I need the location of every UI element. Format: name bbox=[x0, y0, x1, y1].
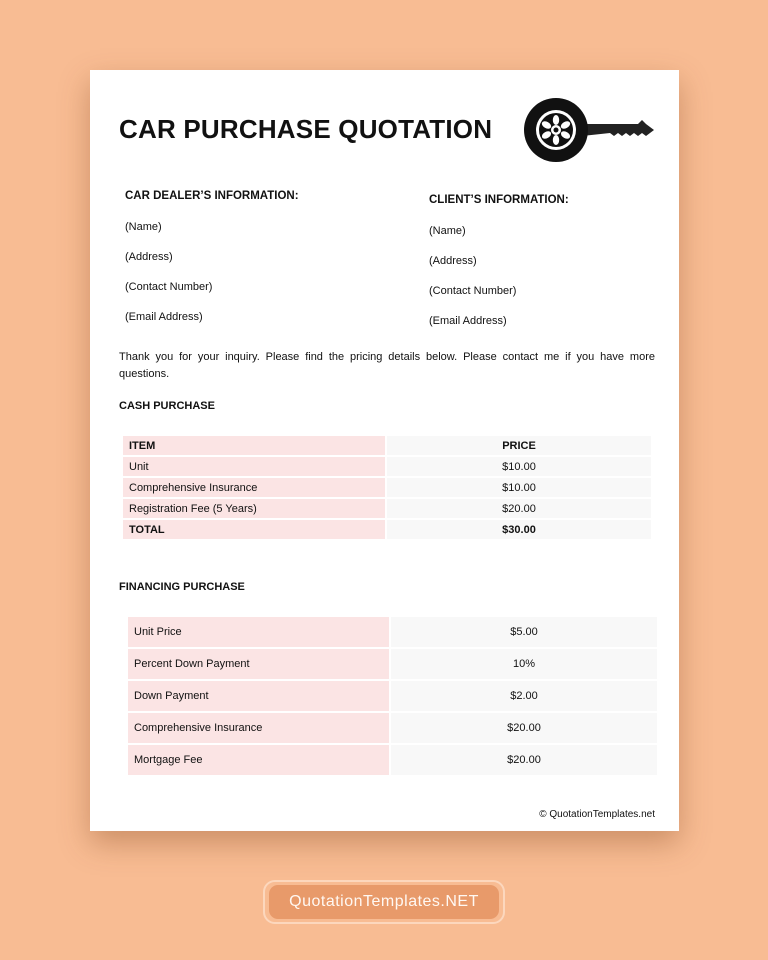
value-cell: $20.00 bbox=[391, 713, 657, 743]
table-header-row bbox=[123, 436, 651, 455]
price-cell: $10.00 bbox=[387, 478, 651, 497]
item-cell: Registration Fee (5 Years) bbox=[123, 499, 385, 518]
dealer-info-heading: CAR DEALER’S INFORMATION: bbox=[125, 190, 299, 202]
total-price: $30.00 bbox=[387, 520, 651, 539]
client-contact-number: (Contact Number) bbox=[429, 285, 517, 297]
table-row bbox=[128, 617, 657, 647]
cash-purchase-heading: CASH PURCHASE bbox=[119, 400, 215, 412]
client-address: (Address) bbox=[429, 255, 477, 267]
table-row bbox=[128, 681, 657, 711]
intro-text: Thank you for your inquiry. Please find the pricing details below. Please contact me if you have more questions. bbox=[119, 351, 655, 380]
cash-purchase-table bbox=[121, 434, 653, 541]
table-row bbox=[123, 457, 651, 476]
client-info-heading: CLIENT’S INFORMATION: bbox=[429, 194, 569, 206]
item-cell: Percent Down Payment bbox=[128, 649, 389, 679]
dealer-name: (Name) bbox=[125, 221, 162, 233]
table-row bbox=[128, 649, 657, 679]
brand-badge-label: QuotationTemplates.NET bbox=[269, 885, 499, 919]
table-row bbox=[128, 745, 657, 775]
item-cell: Down Payment bbox=[128, 681, 389, 711]
dealer-address: (Address) bbox=[125, 251, 173, 263]
item-cell: Comprehensive Insurance bbox=[128, 713, 389, 743]
total-label: TOTAL bbox=[123, 520, 385, 539]
table-row bbox=[123, 478, 651, 497]
copyright-text: © QuotationTemplates.net bbox=[539, 809, 655, 820]
brand-badge[interactable] bbox=[263, 880, 505, 924]
financing-purchase-table bbox=[126, 615, 659, 777]
table-row bbox=[128, 713, 657, 743]
dealer-contact-number: (Contact Number) bbox=[125, 281, 213, 293]
car-wheel-key-icon bbox=[522, 96, 654, 164]
client-email-address: (Email Address) bbox=[429, 315, 507, 327]
item-cell: Mortgage Fee bbox=[128, 745, 389, 775]
table-row bbox=[123, 499, 651, 518]
price-cell: $20.00 bbox=[387, 499, 651, 518]
dealer-email-address: (Email Address) bbox=[125, 311, 203, 323]
item-cell: Comprehensive Insurance bbox=[123, 478, 385, 497]
column-header-price: PRICE bbox=[387, 436, 651, 455]
item-cell: Unit Price bbox=[128, 617, 389, 647]
value-cell: $2.00 bbox=[391, 681, 657, 711]
column-header-item: ITEM bbox=[123, 436, 385, 455]
client-name: (Name) bbox=[429, 225, 466, 237]
price-cell: $10.00 bbox=[387, 457, 651, 476]
value-cell: $5.00 bbox=[391, 617, 657, 647]
total-row bbox=[123, 520, 651, 539]
value-cell: 10% bbox=[391, 649, 657, 679]
financing-purchase-heading: FINANCING PURCHASE bbox=[119, 581, 245, 593]
value-cell: $20.00 bbox=[391, 745, 657, 775]
page-title: CAR PURCHASE QUOTATION bbox=[119, 114, 493, 144]
quotation-page bbox=[90, 70, 679, 831]
item-cell: Unit bbox=[123, 457, 385, 476]
